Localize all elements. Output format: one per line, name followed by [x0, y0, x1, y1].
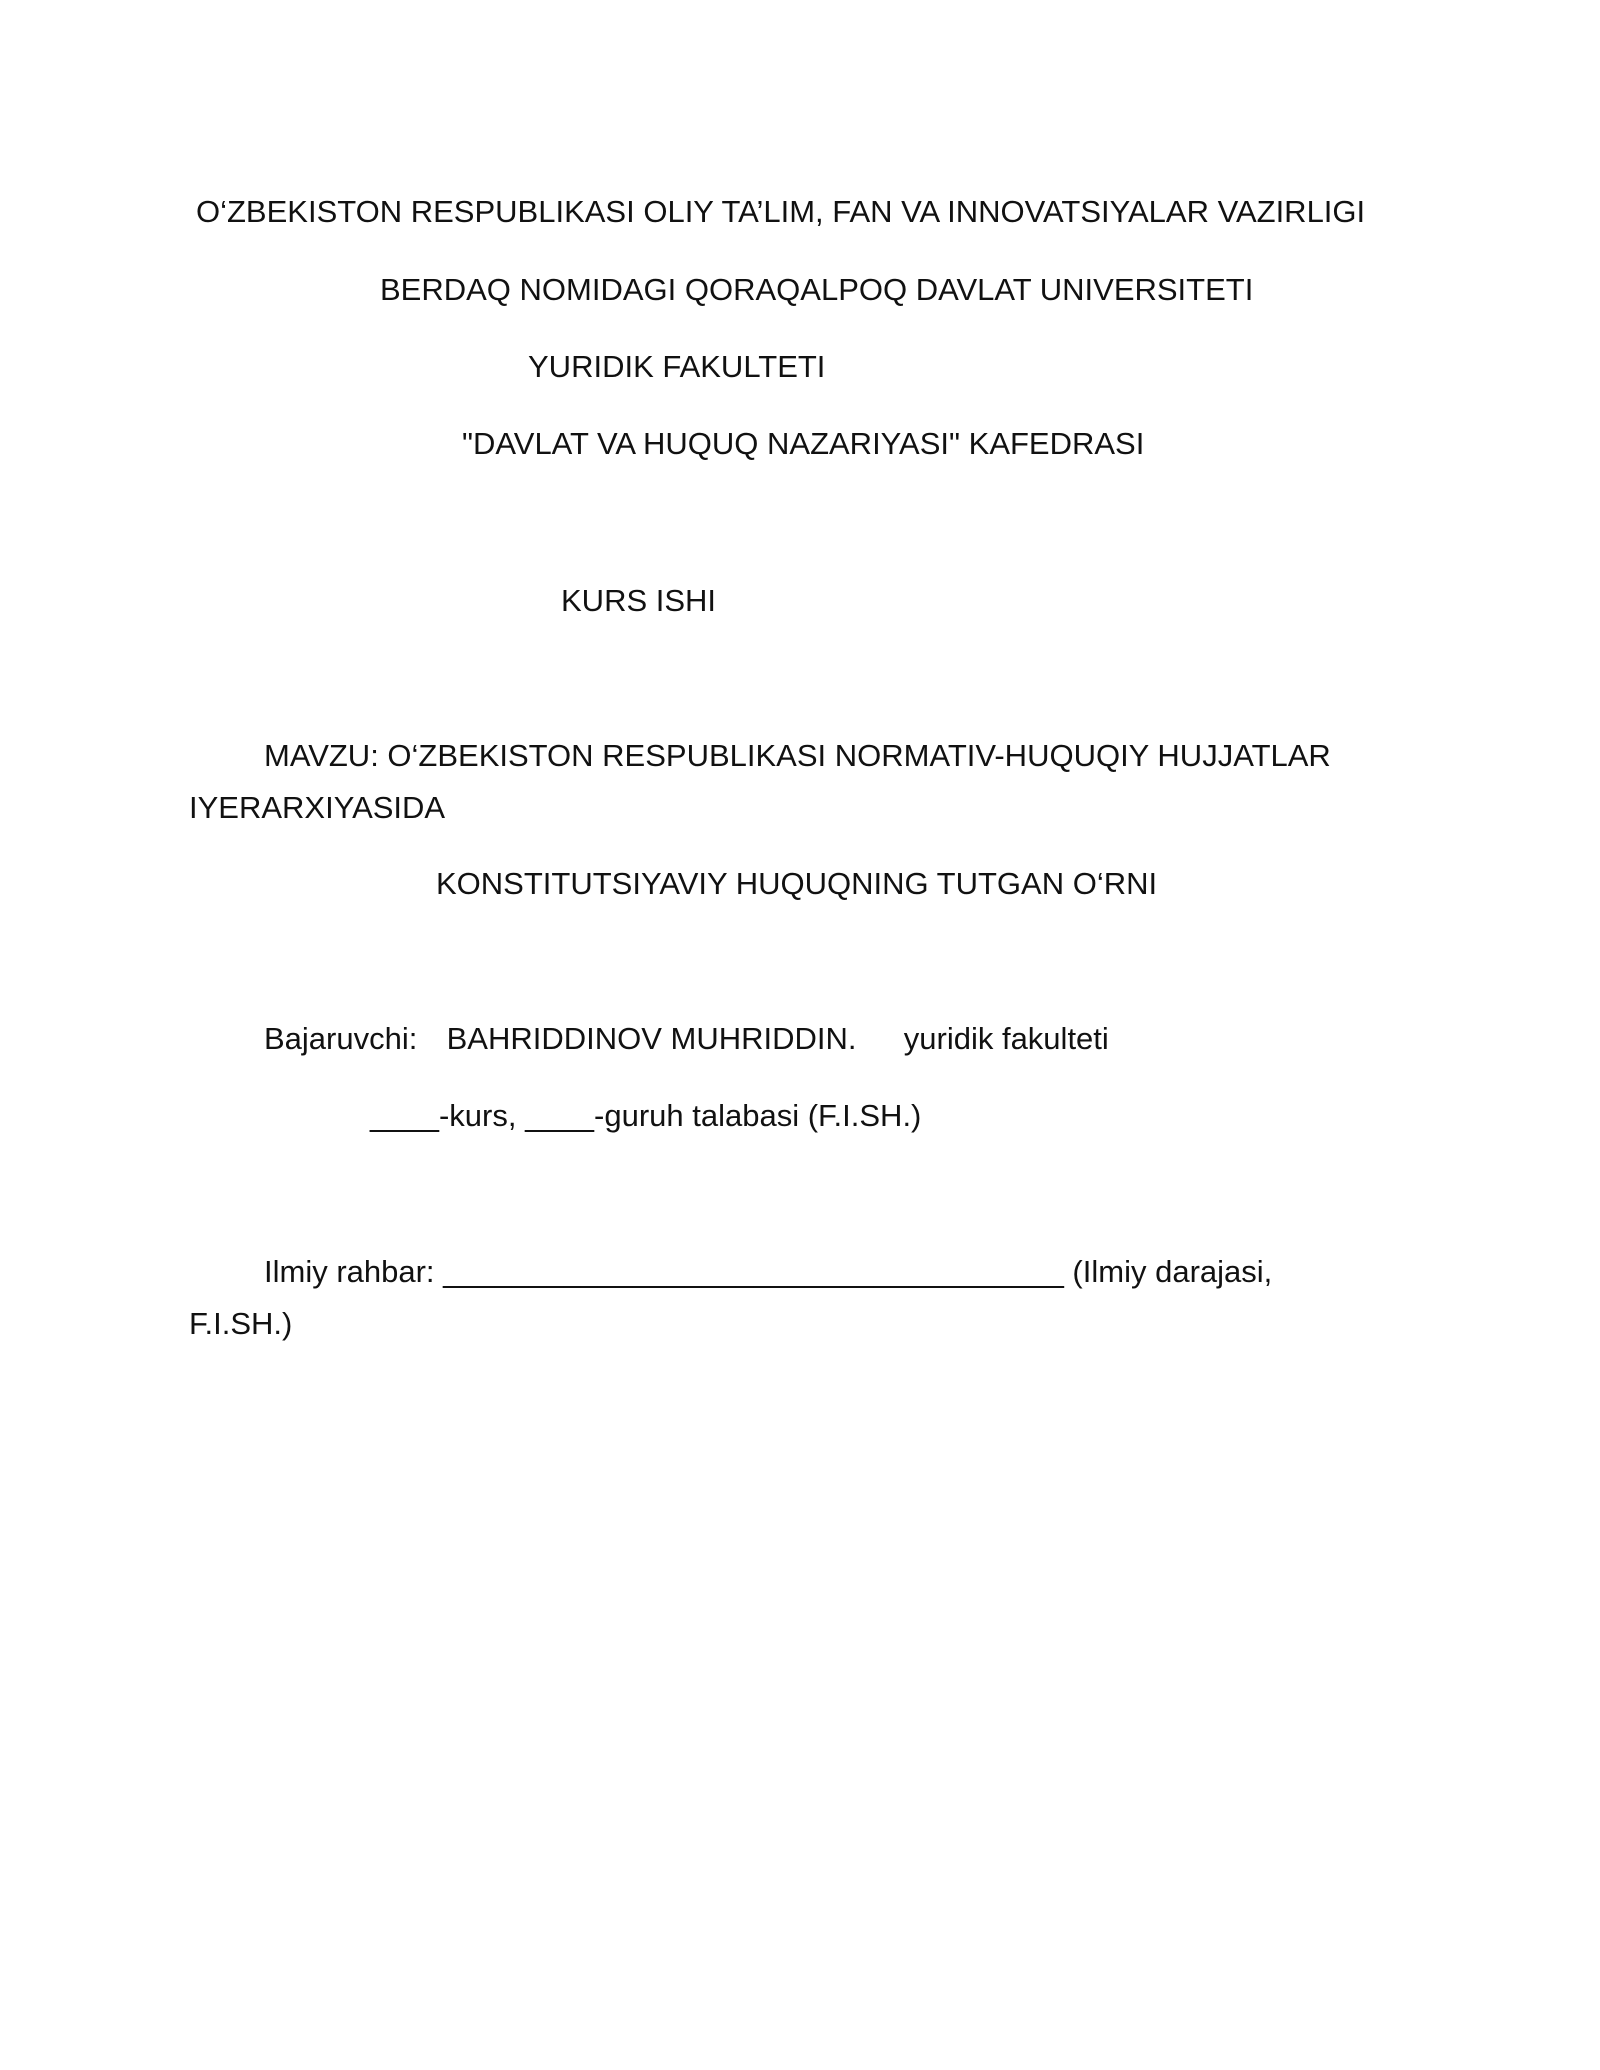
author-course-group: ____-kurs, ____-guruh talabasi (F.I.S​H.) [370, 1098, 922, 1133]
advisor-line-1: Ilmiy rahbar: ____________________________________ (Ilmiy darajasi, [264, 1254, 1273, 1289]
department-heading: "DAVLAT VA HUQUQ NAZARIYASI" KAFEDRASI [462, 426, 1145, 461]
topic-line-3: KONSTITUTSIYAVIY HUQUQNING TUTGAN O‘RNI [436, 866, 1158, 901]
faculty-heading: YURIDIK FAKULTETI [528, 349, 826, 384]
work-type-title: KURS ISHI [561, 583, 717, 618]
author-label: Bajaruvchi: [264, 1021, 418, 1056]
author-faculty: yuridik fakulteti [903, 1021, 1109, 1056]
ministry-heading: O‘ZBEKISTON RESPUBLIKASI OLIY TA’LIM, FAN VA INNOVATSIYALAR VAZIRLIGI [196, 194, 1366, 229]
advisor-line-2: F.I.SH.) [189, 1306, 293, 1341]
topic-line-2: IYERARXIYASIDA [189, 790, 446, 825]
topic-line-1: MAVZU: O‘ZBEKISTON RESPUBLIKASI NORMATIV-HUQUQIY HUJJATLAR [264, 738, 1331, 773]
university-heading: BERDAQ NOMIDAGI QORAQALPOQ DAVLAT UNIVERSITETI [380, 272, 1254, 307]
author-name: BAHRIDDINOV MUHRIDDIN. [446, 1021, 857, 1056]
author-line [264, 1019, 1109, 1059]
